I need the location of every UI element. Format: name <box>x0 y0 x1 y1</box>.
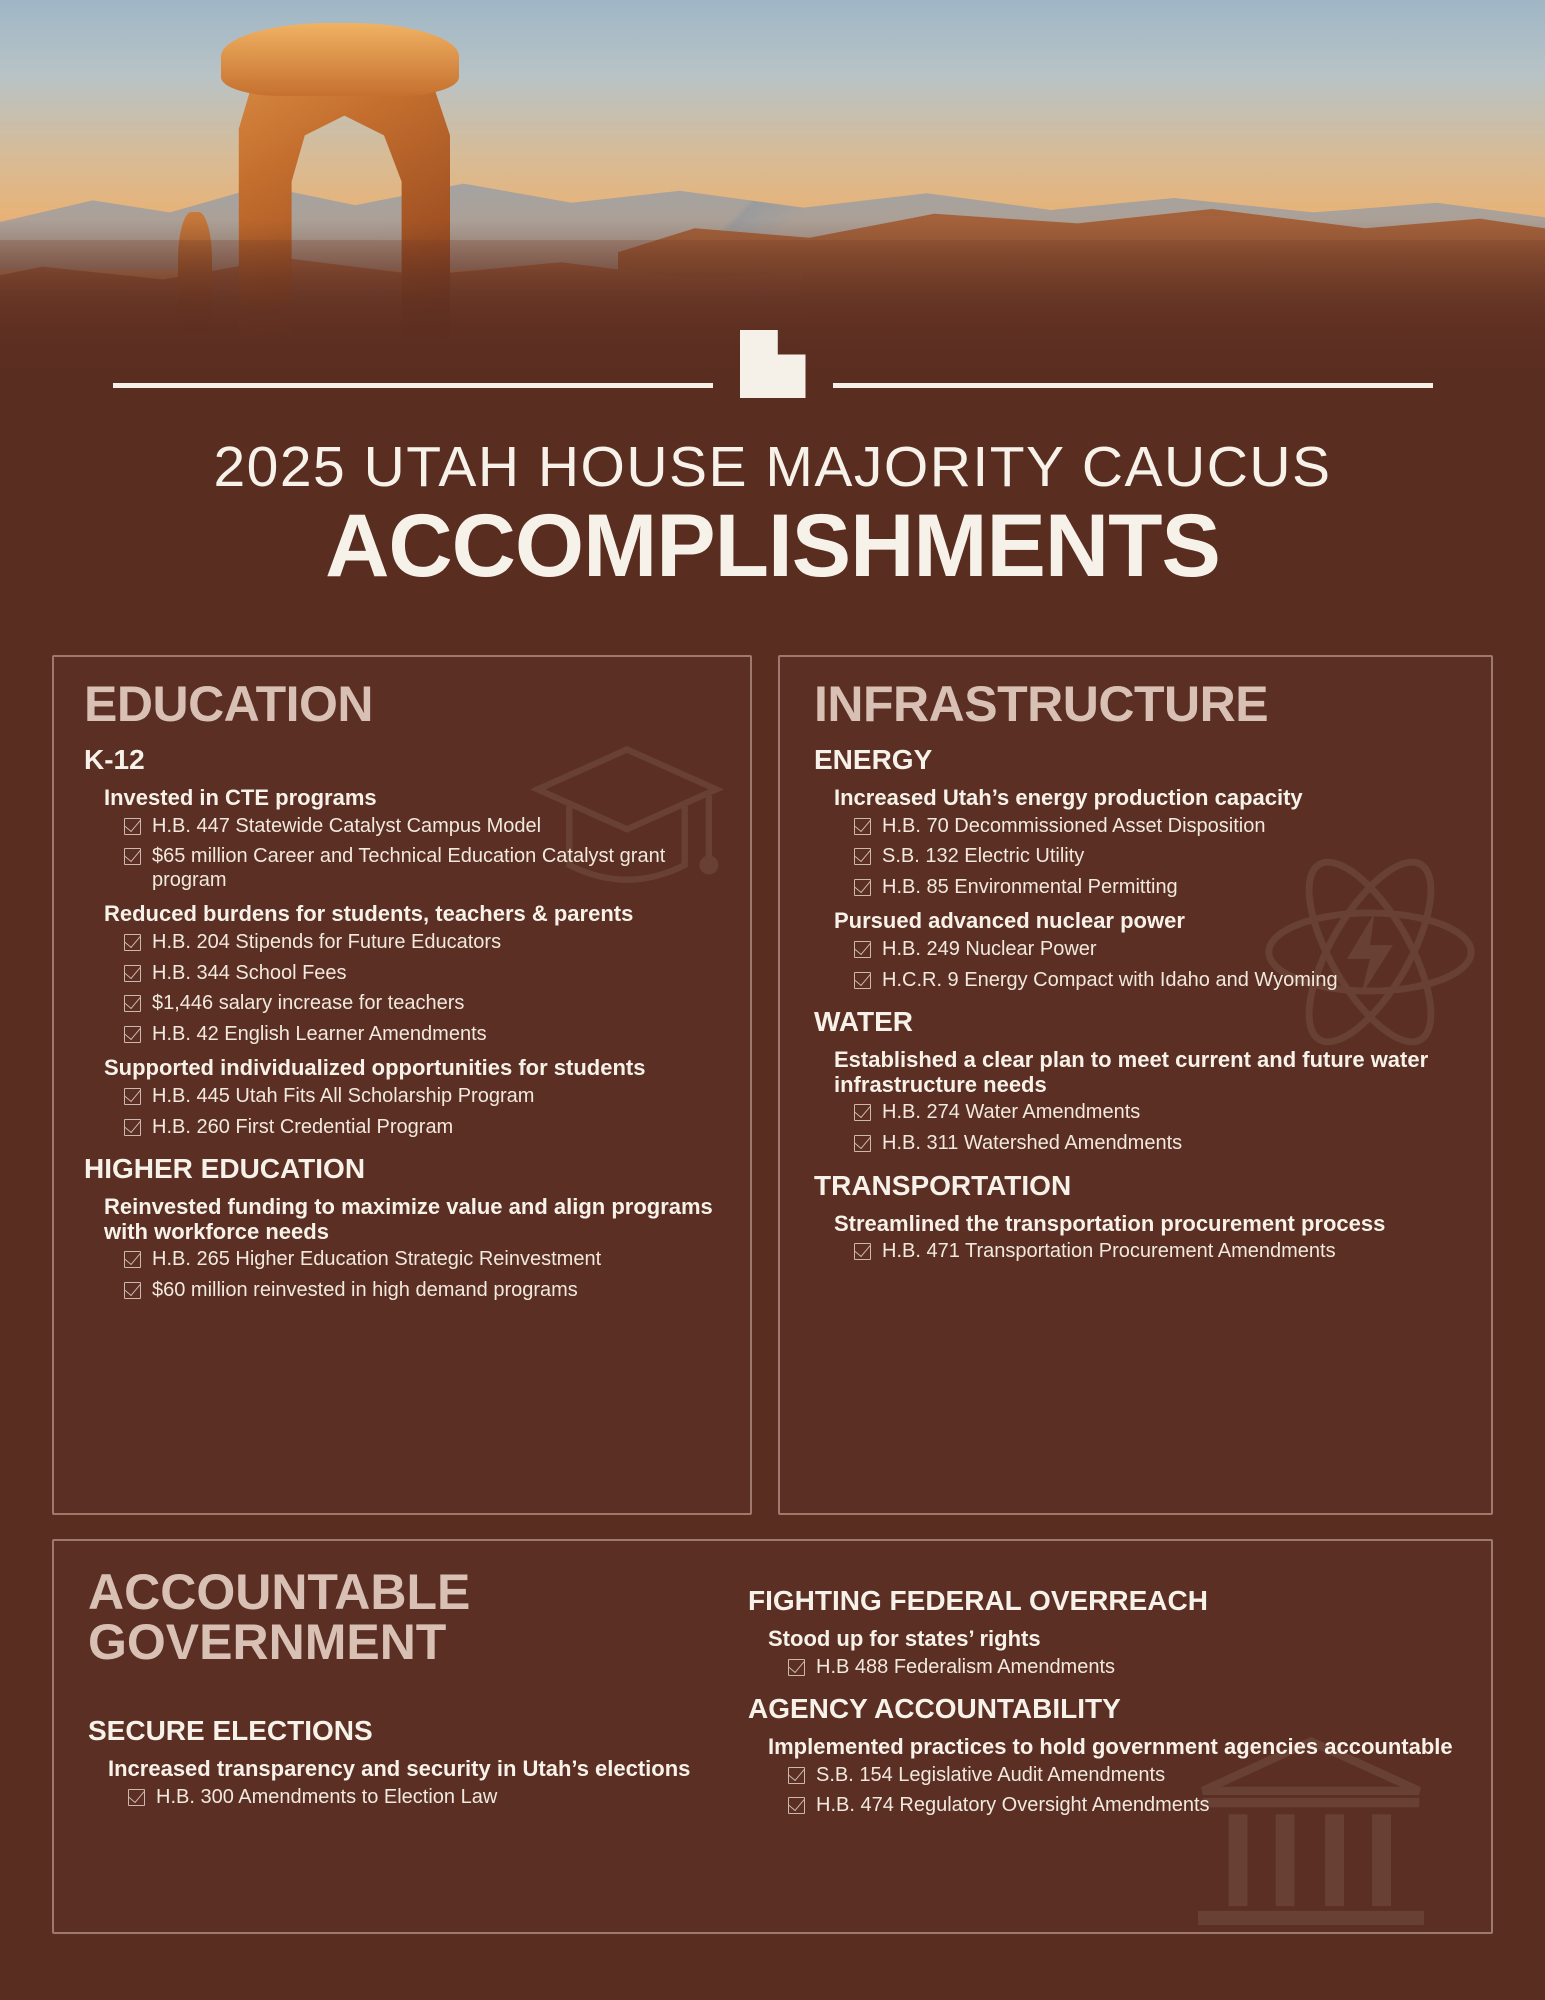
group-subheading: Stood up for states’ rights <box>768 1626 1041 1651</box>
checkbox-checked-icon <box>124 848 141 865</box>
infrastructure-sections <box>814 744 1461 1264</box>
list-item-label: H.B. 265 Higher Education Strategic Reinvestment <box>152 1248 602 1271</box>
list-item <box>124 1248 724 1272</box>
list-item-label: H.B. 70 Decommissioned Asset Disposition <box>882 814 1266 837</box>
top-panel-row <box>52 655 1493 1515</box>
group-subheading: Invested in CTE programs <box>104 785 377 810</box>
list-item-label: H.B. 344 School Fees <box>152 961 347 984</box>
list-item-label: H.B. 42 English Learner Amendments <box>152 1022 487 1045</box>
list-item <box>124 962 724 986</box>
divider-left <box>113 383 713 388</box>
title-block <box>0 435 1545 595</box>
checkbox-checked-icon <box>788 1797 805 1814</box>
eyebrow-title: 2025 UTAH HOUSE MAJORITY CAUCUS <box>213 435 1332 499</box>
list-item-label: H.B. 249 Nuclear Power <box>882 938 1097 961</box>
checklist <box>854 1101 1461 1155</box>
section-heading: ENERGY <box>814 744 933 775</box>
list-item <box>124 1279 724 1303</box>
checkbox-checked-icon <box>854 1243 871 1260</box>
list-item-label: H.B. 445 Utah Fits All Scholarship Program <box>152 1085 535 1108</box>
checklist <box>854 1240 1461 1264</box>
list-item-label: $60 million reinvested in high demand programs <box>152 1279 578 1302</box>
checkbox-checked-icon <box>854 1135 871 1152</box>
checkbox-checked-icon <box>854 941 871 958</box>
panel-title-government-line1: ACCOUNTABLE <box>88 1564 471 1620</box>
section-heading: HIGHER EDUCATION <box>84 1153 366 1185</box>
list-item-label: S.B. 132 Electric Utility <box>882 845 1085 868</box>
government-left-sections <box>88 1715 708 1809</box>
list-item <box>124 931 724 955</box>
checklist <box>854 938 1461 992</box>
list-item <box>788 1794 1457 1818</box>
list-item-label: H.B. 474 Regulatory Oversight Amendments <box>816 1794 1210 1817</box>
checkbox-checked-icon <box>128 1789 145 1806</box>
checkbox-checked-icon <box>124 1119 141 1136</box>
list-item-label: $1,446 salary increase for teachers <box>152 992 465 1015</box>
page-title: ACCOMPLISHMENTS <box>325 494 1220 595</box>
education-sections <box>84 744 724 1303</box>
checklist <box>788 1656 1457 1680</box>
panel-accountable-government <box>52 1539 1493 1934</box>
list-item <box>854 969 1461 993</box>
group-subheading: Reinvested funding to maximize value and align programs with workforce needs <box>104 1194 713 1244</box>
list-item-label: H.B. 447 Statewide Catalyst Campus Model <box>152 814 542 837</box>
list-item-label: H.B. 471 Transportation Procurement Amendments <box>882 1240 1336 1263</box>
list-item <box>854 876 1461 900</box>
checkbox-checked-icon <box>124 818 141 835</box>
group-subheading: Implemented practices to hold government agencies accountable <box>768 1734 1453 1760</box>
panel-title-education: EDUCATION <box>84 676 374 732</box>
group-subheading: Reduced burdens for students, teachers & parents <box>104 901 634 927</box>
list-item <box>788 1764 1457 1788</box>
checklist <box>788 1764 1457 1818</box>
government-right-sections <box>748 1585 1457 1818</box>
panel-education <box>52 655 752 1515</box>
list-item-label: H.B. 85 Environmental Permitting <box>882 875 1178 898</box>
list-item <box>854 1240 1461 1264</box>
checkbox-checked-icon <box>124 1088 141 1105</box>
list-item <box>854 1101 1461 1125</box>
checkbox-checked-icon <box>854 972 871 989</box>
list-item-label: H.B. 274 Water Amendments <box>882 1101 1141 1124</box>
government-left-column <box>88 1564 708 1825</box>
list-item <box>124 1116 724 1140</box>
list-item-label: H.B. 260 First Credential Program <box>152 1115 454 1138</box>
group-subheading: Increased transparency and security in Utah’s elections <box>108 1756 691 1781</box>
checkbox-checked-icon <box>124 1251 141 1268</box>
list-item <box>124 815 724 839</box>
checkbox-checked-icon <box>854 1104 871 1121</box>
section-heading: WATER <box>814 1006 914 1038</box>
list-item-label: $65 million Career and Technical Education Catalyst grant program <box>152 845 666 891</box>
checkbox-checked-icon <box>788 1659 805 1676</box>
checklist <box>124 931 724 1046</box>
section-heading: SECURE ELECTIONS <box>88 1715 373 1746</box>
list-item-label: S.B. 154 Legislative Audit Amendments <box>816 1763 1166 1786</box>
list-item <box>124 1023 724 1047</box>
list-item <box>854 938 1461 962</box>
group-subheading: Increased Utah’s energy production capacity <box>834 785 1303 810</box>
section-heading: TRANSPORTATION <box>814 1169 1072 1201</box>
list-item <box>854 815 1461 839</box>
panel-infrastructure <box>778 655 1493 1515</box>
checklist <box>124 815 724 893</box>
list-item <box>128 1786 708 1810</box>
checkbox-checked-icon <box>854 818 871 835</box>
panels-container <box>52 655 1493 1934</box>
list-item <box>124 845 724 892</box>
section-heading: FIGHTING FEDERAL OVERREACH <box>748 1585 1208 1616</box>
list-item-label: H.B 488 Federalism Amendments <box>816 1655 1116 1678</box>
checkbox-checked-icon <box>124 1282 141 1299</box>
checkbox-checked-icon <box>854 848 871 865</box>
checkbox-checked-icon <box>854 879 871 896</box>
checklist <box>124 1085 724 1139</box>
checkbox-checked-icon <box>124 1026 141 1043</box>
list-item <box>124 1085 724 1109</box>
government-right-column <box>748 1567 1457 1825</box>
list-item-label: H.B. 311 Watershed Amendments <box>882 1132 1183 1155</box>
panel-title-government-line2: GOVERNMENT <box>88 1614 447 1670</box>
checkbox-checked-icon <box>124 965 141 982</box>
list-item-label: H.B. 204 Stipends for Future Educators <box>152 931 502 954</box>
list-item-label: H.B. 300 Amendments to Election Law <box>156 1785 498 1808</box>
list-item <box>124 992 724 1016</box>
list-item-label: H.C.R. 9 Energy Compact with Idaho and Wyoming <box>882 968 1338 991</box>
checklist <box>854 815 1461 900</box>
panel-title-infrastructure: INFRASTRUCTURE <box>814 676 1269 732</box>
list-item <box>854 1132 1461 1156</box>
divider-right <box>833 383 1433 388</box>
checklist <box>128 1786 708 1810</box>
group-subheading: Streamlined the transportation procurement process <box>834 1210 1386 1236</box>
section-heading: AGENCY ACCOUNTABILITY <box>748 1693 1121 1725</box>
checkbox-checked-icon <box>124 995 141 1012</box>
group-subheading: Established a clear plan to meet current and future water infrastructure needs <box>834 1047 1429 1097</box>
group-subheading: Supported individualized opportunities for students <box>104 1055 646 1081</box>
checkbox-checked-icon <box>124 934 141 951</box>
list-item <box>788 1656 1457 1680</box>
section-heading: K-12 <box>84 744 145 775</box>
checklist <box>124 1248 724 1302</box>
checkbox-checked-icon <box>788 1767 805 1784</box>
list-item <box>854 845 1461 869</box>
group-subheading: Pursued advanced nuclear power <box>834 908 1185 934</box>
